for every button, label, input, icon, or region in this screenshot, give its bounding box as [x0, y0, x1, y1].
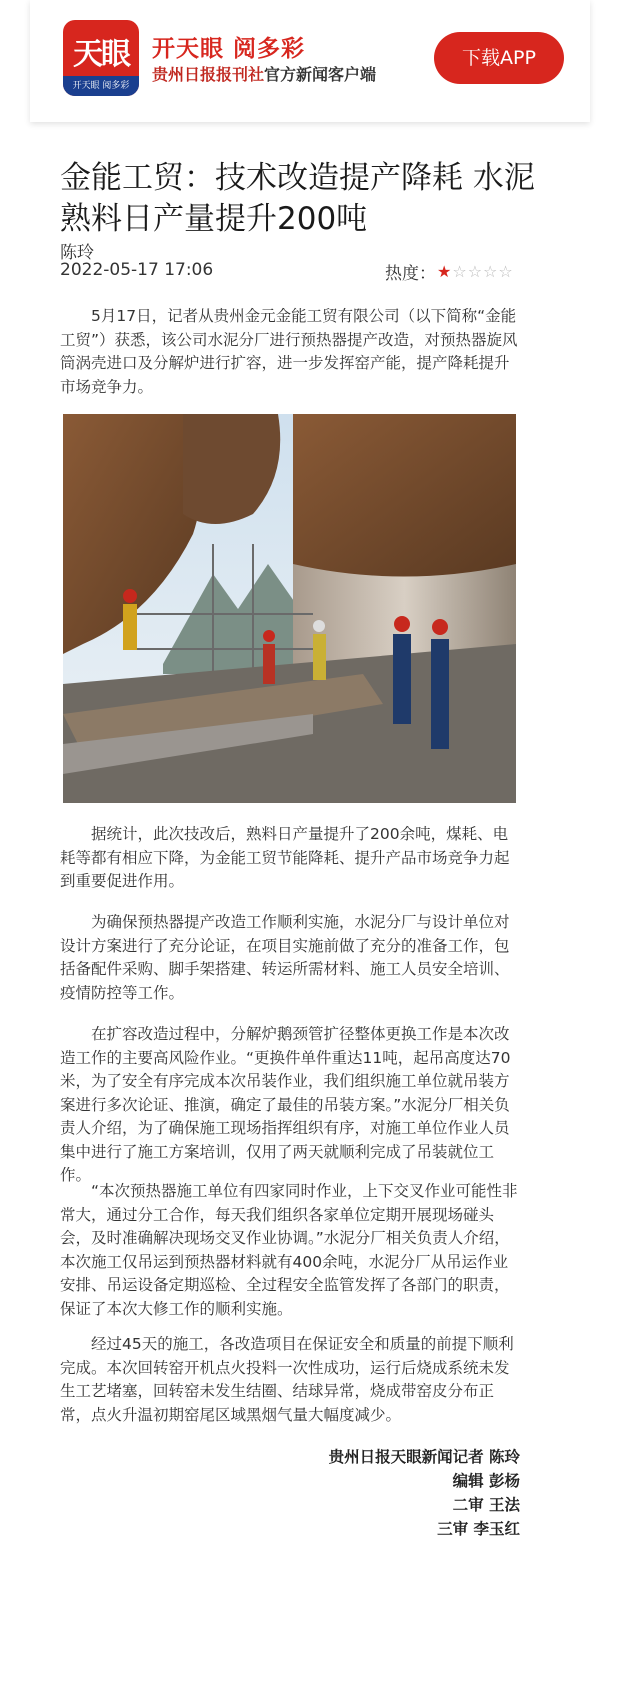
tagline — [152, 62, 376, 85]
paragraph-4: 在扩容改造过程中，分解炉鹅颈管扩径整体更换工作是本次改造工作的主要高风险作业。“更换件单件重达11吨，起吊高度达70米，为了安全有序完成本次吊装作业，我们组织施工单位就吊装方案进行多次论证、推演，确定了最佳的吊装方案。”水泥分厂相关负责人介绍，为了确保施工现场指挥组织有序，对施工单位作业人员集中进行了施工方案培训，仅用了两天就顺利完成了吊装就位工作。 — [60, 1025, 511, 1184]
paragraph-1: 5月17日，记者从贵州金元金能工贸有限公司（以下简称“金能工贸”）获悉，该公司水泥分厂进行预热器提产改造，对预热器旋风筒涡壳进口及分解炉进行扩容，进一步发挥窑产能，提产降耗提升市场竞争力。 — [60, 307, 518, 396]
article-title: 金能工贸：技术改造提产降耗 水泥熟料日产量提升200吨 — [60, 160, 535, 237]
tagline-rest: 官方新闻客户端 — [264, 65, 377, 84]
tagline-publisher: 贵州日报报刊社 — [152, 65, 265, 84]
paragraph-6: 经过45天的施工，各改造项目在保证安全和质量的前提下顺利完成。本次回转窑开机点火投料一次性成功，运行后烧成系统未发生工艺堵塞，回转窑未发生结圈、结球异常，烧成带窑皮分布正常，点火升温初期窑尾区域黑烟气量大幅度减少。 — [60, 1335, 514, 1424]
heat-stars — [436, 262, 513, 282]
credit-reporter: 贵州日报天眼新闻记者 陈玲 — [328, 1448, 520, 1466]
logo-band: 开天眼 阅多彩 — [63, 76, 139, 96]
star-empty-icon: ☆ — [498, 261, 513, 281]
star-filled-icon: ★ — [437, 261, 452, 281]
heat-rating — [385, 259, 513, 284]
paragraph-2: 据统计，此次技改后，熟料日产量提升了200余吨，煤耗、电耗等都有相应下降，为金能工贸节能降耗、提升产品市场竞争力起到重要促进作用。 — [60, 825, 510, 890]
brand-slogan: 开天眼 阅多彩 — [152, 36, 306, 62]
app-logo[interactable] — [63, 20, 139, 96]
credit-editor: 编辑 彭杨 — [452, 1472, 520, 1490]
logo-text: 天眼 — [73, 37, 129, 72]
credit-second-review: 二审 王法 — [452, 1496, 520, 1514]
star-empty-icon: ☆ — [452, 261, 467, 281]
article-date: 2022-05-17 17:06 — [60, 260, 214, 280]
star-empty-icon: ☆ — [483, 261, 498, 281]
star-empty-icon: ☆ — [467, 261, 483, 281]
app-header — [30, 0, 590, 122]
article-photo — [63, 414, 516, 803]
download-app-button[interactable]: 下载APP — [434, 32, 564, 84]
paragraph-3: 为确保预热器提产改造工作顺利实施，水泥分厂与设计单位对设计方案进行了充分论证，在项目实施前做了充分的准备工作，包括备配件采购、脚手架搭建、转运所需材料、施工人员安全培训、疫情防控等工作。 — [60, 913, 510, 1002]
article-author: 陈玲 — [60, 243, 94, 263]
paragraph-5: “本次预热器施工单位有四家同时作业，上下交叉作业可能性非常大，通过分工合作，每天我们组织各家单位定期开展现场碰头会，及时准确解决现场交叉作业协调。”水泥分厂相关负责人介绍，本次施工仅吊运到预热器材料就有400余吨，水泥分厂从吊运作业安排、吊运设备定期巡检、全过程安全监管发挥了各部门的职责，保证了本次大修工作的顺利实施。 — [60, 1182, 518, 1318]
heat-label: 热度： — [385, 264, 436, 284]
credit-third-review: 三审 李玉红 — [437, 1520, 520, 1538]
